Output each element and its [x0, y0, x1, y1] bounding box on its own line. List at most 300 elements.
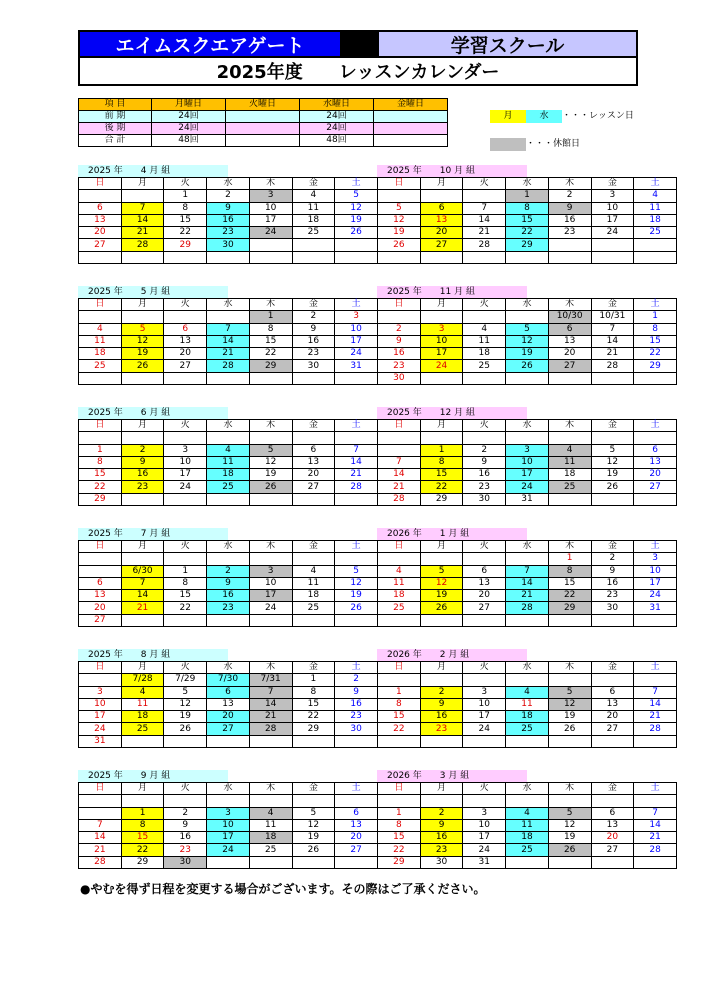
day-cell: 4 — [292, 190, 335, 202]
week-row — [79, 819, 378, 831]
week-row — [79, 832, 378, 844]
day-cell — [378, 432, 421, 444]
day-cell — [420, 190, 463, 202]
day-cell: 7 — [207, 323, 250, 335]
weekday-header-row — [378, 178, 677, 190]
week-row — [79, 844, 378, 856]
month-table — [377, 419, 677, 506]
day-cell: 30 — [164, 856, 207, 868]
summary-header-cell: 金曜日 — [374, 99, 448, 111]
day-cell: 29 — [378, 856, 421, 868]
day-cell: 14 — [378, 469, 421, 481]
day-cell: 22 — [548, 590, 591, 602]
day-cell: 10 — [463, 819, 506, 831]
weekday-header: 月 — [121, 299, 164, 311]
day-cell — [207, 614, 250, 626]
day-cell: 30 — [378, 372, 421, 384]
day-cell: 18 — [463, 348, 506, 360]
day-cell — [335, 493, 378, 505]
day-cell: 17 — [634, 577, 677, 589]
day-cell: 24 — [463, 844, 506, 856]
weekday-header: 水 — [506, 178, 549, 190]
weekday-header-row — [378, 420, 677, 432]
day-cell: 2 — [420, 807, 463, 819]
month-table — [377, 298, 677, 385]
day-cell — [591, 372, 634, 384]
day-cell: 11 — [506, 819, 549, 831]
day-cell — [420, 735, 463, 747]
week-row — [79, 674, 378, 686]
weekday-header-row — [378, 783, 677, 795]
day-cell: 6 — [634, 444, 677, 456]
day-cell: 17 — [164, 469, 207, 481]
day-cell: 17 — [249, 590, 292, 602]
week-row — [79, 553, 378, 565]
day-cell — [634, 372, 677, 384]
day-cell — [506, 795, 549, 807]
weekday-header: 水 — [506, 299, 549, 311]
day-cell: 23 — [378, 360, 421, 372]
day-cell: 7 — [79, 819, 122, 831]
day-cell: 20 — [463, 590, 506, 602]
day-cell — [591, 493, 634, 505]
day-cell: 17 — [420, 348, 463, 360]
day-cell: 29 — [292, 723, 335, 735]
weekday-header: 日 — [79, 662, 122, 674]
day-cell: 15 — [121, 832, 164, 844]
week-row — [378, 456, 677, 468]
day-cell: 11 — [292, 577, 335, 589]
weekday-header: 金 — [591, 541, 634, 553]
day-cell: 24 — [591, 227, 634, 239]
day-cell — [79, 251, 122, 263]
week-row — [79, 723, 378, 735]
day-cell: 1 — [249, 311, 292, 323]
month-title — [78, 165, 228, 177]
weekday-header: 日 — [79, 299, 122, 311]
day-cell: 27 — [79, 239, 122, 251]
day-cell: 13 — [164, 335, 207, 347]
day-cell: 31 — [506, 493, 549, 505]
day-cell: 28 — [634, 723, 677, 735]
day-cell: 17 — [506, 469, 549, 481]
day-cell: 15 — [292, 698, 335, 710]
day-cell: 26 — [548, 844, 591, 856]
weekday-header: 水 — [207, 299, 250, 311]
day-cell — [378, 444, 421, 456]
day-cell: 4 — [506, 807, 549, 819]
day-cell — [463, 735, 506, 747]
lesson-summary-table — [78, 98, 448, 147]
week-row — [378, 602, 677, 614]
day-cell: 29 — [548, 602, 591, 614]
month-calendar — [377, 407, 677, 506]
day-cell: 8 — [121, 819, 164, 831]
day-cell: 1 — [548, 553, 591, 565]
weekday-header: 木 — [249, 178, 292, 190]
day-cell: 13 — [292, 456, 335, 468]
day-cell: 3 — [79, 686, 122, 698]
weekday-header: 水 — [207, 420, 250, 432]
day-cell — [249, 856, 292, 868]
day-cell: 17 — [79, 711, 122, 723]
day-cell — [292, 856, 335, 868]
day-cell — [634, 239, 677, 251]
legend-closed-swatch — [490, 138, 526, 151]
day-cell — [292, 372, 335, 384]
day-cell — [121, 614, 164, 626]
day-cell — [506, 735, 549, 747]
summary-header-cell: 水曜日 — [300, 99, 374, 111]
week-row — [378, 214, 677, 226]
day-cell: 28 — [463, 239, 506, 251]
day-cell: 10 — [249, 577, 292, 589]
day-cell: 7 — [634, 807, 677, 819]
day-cell: 28 — [506, 602, 549, 614]
day-cell: 4 — [378, 565, 421, 577]
day-cell — [292, 614, 335, 626]
day-cell — [121, 251, 164, 263]
weekday-header: 土 — [634, 662, 677, 674]
day-cell: 17 — [463, 832, 506, 844]
month-calendar — [377, 528, 677, 627]
day-cell — [420, 311, 463, 323]
day-cell — [548, 735, 591, 747]
week-row — [79, 432, 378, 444]
day-cell — [292, 795, 335, 807]
day-cell: 24 — [420, 360, 463, 372]
weekday-header: 金 — [292, 178, 335, 190]
day-cell — [463, 432, 506, 444]
day-cell: 27 — [79, 614, 122, 626]
day-cell — [79, 795, 122, 807]
day-cell: 19 — [506, 348, 549, 360]
day-cell — [591, 239, 634, 251]
month-title-text: 2025 年 9 月 組 — [88, 771, 171, 781]
day-cell: 15 — [378, 832, 421, 844]
weekday-header: 木 — [249, 783, 292, 795]
day-cell: 10 — [249, 202, 292, 214]
day-cell: 1 — [121, 807, 164, 819]
day-cell: 10 — [420, 335, 463, 347]
day-cell: 28 — [634, 844, 677, 856]
weekday-header: 金 — [591, 783, 634, 795]
day-cell: 20 — [164, 348, 207, 360]
day-cell: 23 — [292, 348, 335, 360]
day-cell: 26 — [548, 723, 591, 735]
day-cell: 10 — [463, 698, 506, 710]
day-cell — [591, 795, 634, 807]
summary-row — [79, 123, 448, 135]
day-cell: 14 — [634, 819, 677, 831]
day-cell: 27 — [207, 723, 250, 735]
weekday-header: 木 — [548, 178, 591, 190]
school-name: 学習スクール — [378, 32, 636, 56]
day-cell — [548, 674, 591, 686]
day-cell: 24 — [634, 590, 677, 602]
month-calendar — [78, 528, 378, 627]
day-cell: 9 — [164, 819, 207, 831]
day-cell: 19 — [591, 469, 634, 481]
day-cell: 23 — [164, 844, 207, 856]
day-cell: 28 — [378, 493, 421, 505]
weekday-header: 水 — [506, 541, 549, 553]
day-cell: 19 — [420, 590, 463, 602]
day-cell — [164, 432, 207, 444]
day-cell: 27 — [591, 723, 634, 735]
weekday-header: 土 — [634, 541, 677, 553]
day-cell: 11 — [506, 698, 549, 710]
weekday-header: 日 — [378, 662, 421, 674]
weekday-header: 月 — [121, 420, 164, 432]
day-cell — [506, 251, 549, 263]
day-cell: 12 — [292, 819, 335, 831]
day-cell: 31 — [463, 856, 506, 868]
day-cell: 4 — [207, 444, 250, 456]
day-cell: 9 — [378, 335, 421, 347]
week-row — [378, 711, 677, 723]
summary-row — [79, 111, 448, 123]
day-cell: 13 — [548, 335, 591, 347]
weekday-header: 金 — [292, 783, 335, 795]
day-cell: 4 — [506, 686, 549, 698]
month-title-text: 2025 年 6 月 組 — [88, 408, 171, 418]
day-cell: 21 — [335, 469, 378, 481]
day-cell: 8 — [249, 323, 292, 335]
day-cell: 13 — [463, 577, 506, 589]
day-cell: 5 — [378, 202, 421, 214]
day-cell: 7 — [506, 565, 549, 577]
day-cell: 1 — [164, 190, 207, 202]
day-cell: 26 — [378, 239, 421, 251]
week-row — [378, 856, 677, 868]
week-row — [79, 590, 378, 602]
day-cell — [292, 251, 335, 263]
weekday-header: 木 — [548, 541, 591, 553]
month-title — [377, 649, 527, 661]
day-cell: 24 — [335, 348, 378, 360]
day-cell: 22 — [506, 227, 549, 239]
day-cell: 10 — [335, 323, 378, 335]
day-cell: 27 — [634, 481, 677, 493]
day-cell: 12 — [335, 202, 378, 214]
day-cell: 4 — [79, 323, 122, 335]
day-cell: 20 — [634, 469, 677, 481]
month-title-text: 2026 年 1 月 組 — [387, 529, 470, 539]
day-cell: 1 — [506, 190, 549, 202]
day-cell: 8 — [164, 577, 207, 589]
week-row — [378, 844, 677, 856]
weekday-header: 土 — [335, 178, 378, 190]
day-cell: 27 — [591, 844, 634, 856]
day-cell: 5 — [548, 807, 591, 819]
day-cell — [463, 795, 506, 807]
day-cell: 9 — [420, 698, 463, 710]
weekday-header-row — [378, 299, 677, 311]
week-row — [378, 590, 677, 602]
week-row — [79, 735, 378, 747]
day-cell — [121, 493, 164, 505]
day-cell: 13 — [335, 819, 378, 831]
day-cell — [207, 856, 250, 868]
day-cell: 2 — [292, 311, 335, 323]
week-row — [79, 577, 378, 589]
day-cell: 20 — [292, 469, 335, 481]
day-cell — [121, 735, 164, 747]
week-row — [79, 214, 378, 226]
legend-wed-swatch: 水 — [526, 110, 562, 123]
weekday-header-row — [79, 783, 378, 795]
day-cell: 21 — [463, 227, 506, 239]
day-cell: 6 — [79, 202, 122, 214]
month-calendar — [377, 286, 677, 385]
day-cell: 16 — [420, 711, 463, 723]
day-cell — [463, 190, 506, 202]
legend-mon-swatch: 月 — [490, 110, 526, 123]
day-cell: 11 — [207, 456, 250, 468]
day-cell: 6/30 — [121, 565, 164, 577]
day-cell: 2 — [335, 674, 378, 686]
month-title — [377, 770, 527, 782]
day-cell: 4 — [249, 807, 292, 819]
day-cell: 23 — [420, 844, 463, 856]
day-cell — [79, 565, 122, 577]
weekday-header: 月 — [121, 541, 164, 553]
day-cell: 20 — [79, 227, 122, 239]
month-table — [78, 177, 378, 264]
day-cell: 6 — [463, 565, 506, 577]
day-cell: 11 — [548, 456, 591, 468]
week-row — [378, 674, 677, 686]
day-cell: 10 — [591, 202, 634, 214]
day-cell — [249, 239, 292, 251]
day-cell — [207, 795, 250, 807]
day-cell: 23 — [121, 481, 164, 493]
week-row — [378, 372, 677, 384]
day-cell — [378, 674, 421, 686]
week-row — [79, 469, 378, 481]
day-cell: 2 — [591, 553, 634, 565]
day-cell: 15 — [378, 711, 421, 723]
day-cell — [548, 372, 591, 384]
day-cell: 12 — [335, 577, 378, 589]
day-cell: 17 — [335, 335, 378, 347]
week-row — [79, 856, 378, 868]
day-cell: 19 — [335, 590, 378, 602]
month-table — [377, 177, 677, 264]
day-cell — [420, 614, 463, 626]
day-cell: 10 — [634, 565, 677, 577]
weekday-header-row — [79, 541, 378, 553]
day-cell: 1 — [164, 565, 207, 577]
day-cell: 9 — [292, 323, 335, 335]
month-title — [78, 649, 228, 661]
week-row — [378, 360, 677, 372]
day-cell: 22 — [378, 723, 421, 735]
summary-header-cell: 月曜日 — [152, 99, 226, 111]
day-cell — [79, 674, 122, 686]
day-cell: 14 — [335, 456, 378, 468]
day-cell — [378, 190, 421, 202]
week-row — [378, 819, 677, 831]
weekday-header: 日 — [79, 541, 122, 553]
day-cell: 18 — [506, 832, 549, 844]
day-cell — [249, 493, 292, 505]
day-cell: 29 — [121, 856, 164, 868]
day-cell: 12 — [121, 335, 164, 347]
summary-cell: 48回 — [152, 135, 226, 147]
week-row — [79, 190, 378, 202]
day-cell: 29 — [634, 360, 677, 372]
day-cell: 1 — [79, 444, 122, 456]
day-cell — [207, 735, 250, 747]
day-cell: 7 — [591, 323, 634, 335]
day-cell: 28 — [207, 360, 250, 372]
day-cell — [292, 553, 335, 565]
day-cell: 27 — [292, 481, 335, 493]
day-cell: 2 — [420, 686, 463, 698]
day-cell — [548, 432, 591, 444]
day-cell: 29 — [420, 493, 463, 505]
day-cell: 20 — [591, 832, 634, 844]
month-title-text: 2025 年 7 月 組 — [88, 529, 171, 539]
day-cell: 22 — [420, 481, 463, 493]
day-cell: 27 — [548, 360, 591, 372]
weekday-header: 金 — [591, 420, 634, 432]
day-cell: 14 — [463, 214, 506, 226]
day-cell: 25 — [506, 723, 549, 735]
day-cell: 30 — [420, 856, 463, 868]
week-row — [378, 469, 677, 481]
day-cell: 5 — [335, 565, 378, 577]
day-cell: 20 — [420, 227, 463, 239]
day-cell — [335, 795, 378, 807]
weekday-header: 月 — [420, 420, 463, 432]
day-cell: 20 — [591, 711, 634, 723]
day-cell: 19 — [249, 469, 292, 481]
day-cell: 21 — [121, 227, 164, 239]
day-cell: 29 — [79, 493, 122, 505]
day-cell: 26 — [292, 844, 335, 856]
day-cell — [506, 432, 549, 444]
day-cell: 4 — [548, 444, 591, 456]
day-cell: 11 — [378, 577, 421, 589]
day-cell: 10/31 — [591, 311, 634, 323]
day-cell — [378, 553, 421, 565]
day-cell — [378, 311, 421, 323]
day-cell: 26 — [420, 602, 463, 614]
day-cell: 6 — [335, 807, 378, 819]
day-cell: 11 — [634, 202, 677, 214]
weekday-header: 日 — [79, 420, 122, 432]
day-cell: 6 — [207, 686, 250, 698]
day-cell: 18 — [121, 711, 164, 723]
day-cell: 2 — [207, 565, 250, 577]
day-cell: 31 — [634, 602, 677, 614]
day-cell — [249, 432, 292, 444]
day-cell: 14 — [591, 335, 634, 347]
month-calendar — [78, 649, 378, 748]
day-cell: 15 — [634, 335, 677, 347]
day-cell: 2 — [121, 444, 164, 456]
weekday-header: 金 — [292, 541, 335, 553]
day-cell — [591, 735, 634, 747]
weekday-header: 日 — [79, 783, 122, 795]
day-cell: 26 — [591, 481, 634, 493]
day-cell: 20 — [207, 711, 250, 723]
day-cell: 15 — [249, 335, 292, 347]
day-cell — [249, 372, 292, 384]
